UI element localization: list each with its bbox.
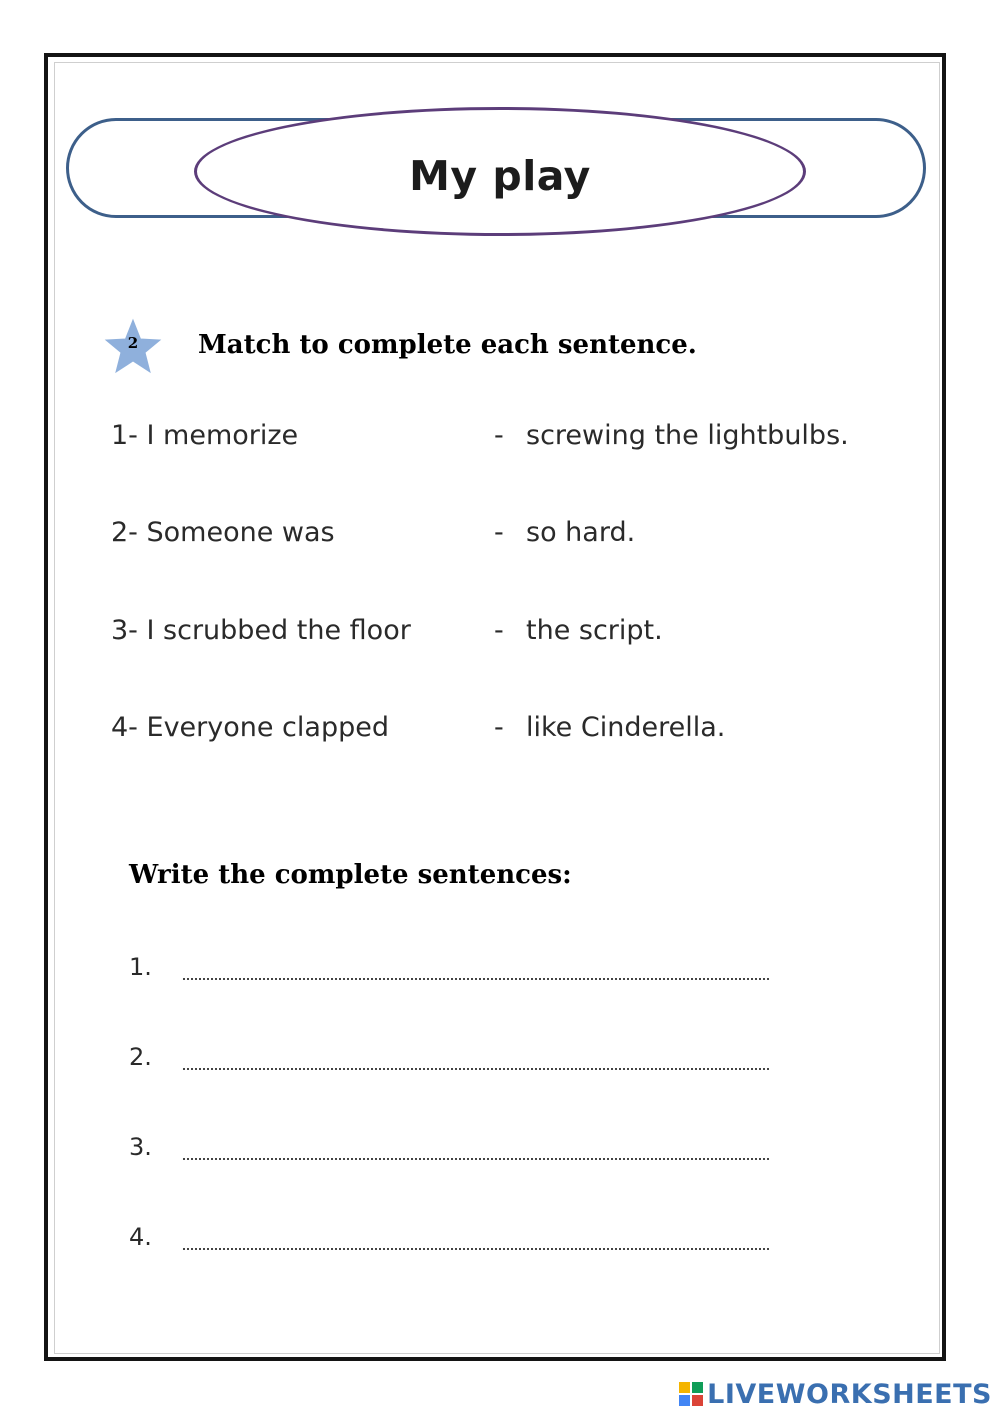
match-dash: - bbox=[494, 420, 504, 451]
page-title: My play bbox=[409, 152, 591, 200]
writing-heading: Write the complete sentences: bbox=[129, 860, 572, 890]
match-right-item[interactable] bbox=[494, 712, 725, 743]
exercise-number: 2 bbox=[127, 334, 139, 352]
answer-line-4[interactable] bbox=[183, 1248, 769, 1250]
match-left-item: 1- I memorize bbox=[111, 420, 299, 451]
match-right-text: screwing the lightbulbs. bbox=[526, 420, 849, 451]
line-number: 4. bbox=[129, 1223, 152, 1251]
match-right-text: so hard. bbox=[526, 517, 636, 548]
line-number: 2. bbox=[129, 1043, 152, 1071]
match-dash: - bbox=[494, 517, 504, 548]
match-dash: - bbox=[494, 615, 504, 646]
match-left-item: 3- I scrubbed the floor bbox=[111, 615, 411, 646]
match-left-item: 2- Someone was bbox=[111, 517, 335, 548]
match-right-text: the script. bbox=[526, 615, 663, 646]
answer-line-2[interactable] bbox=[183, 1068, 769, 1070]
exercise-instruction: Match to complete each sentence. bbox=[198, 330, 697, 360]
match-right-text: like Cinderella. bbox=[526, 712, 726, 743]
match-right-item[interactable] bbox=[494, 615, 663, 646]
match-right-item[interactable] bbox=[494, 517, 635, 548]
logo-text: LIVEWORKSHEETS bbox=[707, 1378, 992, 1410]
match-dash: - bbox=[494, 712, 504, 743]
answer-line-1[interactable] bbox=[183, 978, 769, 980]
page-inner-border bbox=[54, 62, 940, 1354]
match-right-item[interactable] bbox=[494, 420, 849, 451]
line-number: 1. bbox=[129, 953, 152, 981]
liveworksheets-logo bbox=[679, 1379, 992, 1409]
match-left-item: 4- Everyone clapped bbox=[111, 712, 389, 743]
line-number: 3. bbox=[129, 1133, 152, 1161]
liveworksheets-logo-icon bbox=[679, 1382, 703, 1406]
answer-line-3[interactable] bbox=[183, 1158, 769, 1160]
